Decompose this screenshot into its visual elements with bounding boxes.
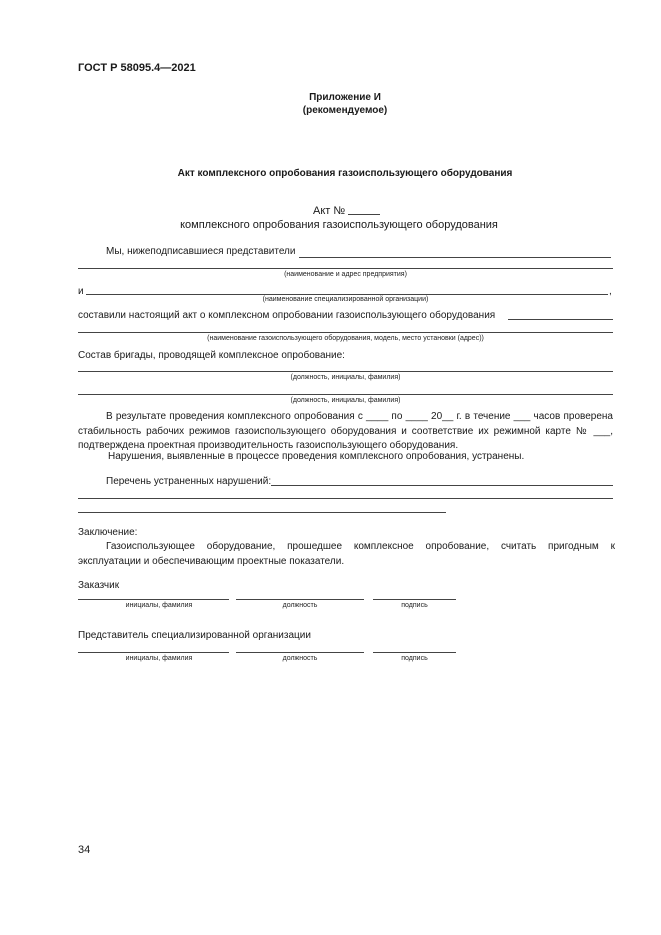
and-label: и <box>78 286 84 297</box>
result-paragraph: В результате проведения комплексного опробования с ____ по ____ 20__ г. в течение ___ часов проверена стабильность рабочих режимов газоиспользующего оборудования и соответствие их режимной карте № ___, подтверждена проектная производительность газоиспользующего оборудования. <box>78 411 613 451</box>
comma: , <box>609 286 612 297</box>
customer-signature-caption: подпись <box>401 602 428 609</box>
customer-names-field <box>78 599 229 600</box>
organization-field <box>86 294 608 295</box>
equipment-field <box>508 319 613 320</box>
specialized-names-field <box>78 652 229 653</box>
team-field-2 <box>78 394 613 395</box>
act-number-field <box>348 214 380 215</box>
violations-field-2 <box>78 498 613 499</box>
equipment-field-cont <box>78 332 613 333</box>
appendix-title: Приложение И <box>309 92 381 103</box>
customer-position-field <box>236 599 364 600</box>
team-caption-2: (должность, инициалы, фамилия) <box>290 397 401 404</box>
act-subtitle: комплексного опробования газоиспользующего оборудования <box>180 219 498 231</box>
specialized-org-label: Представитель специализированной организации <box>78 630 311 641</box>
violations-field-3 <box>78 512 446 513</box>
conclusion-text: Газоиспользующее оборудование, прошедшее комплексное опробование, считать пригодным к эксплуатации и обеспечивающим проектные показатели. <box>78 541 615 567</box>
organization-caption: (наименование специализированной организации) <box>262 296 429 303</box>
conclusion-heading: Заключение: <box>78 527 138 538</box>
violations-field-1 <box>271 485 613 486</box>
team-label: Состав бригады, проводящей комплексное опробование: <box>78 350 345 361</box>
standard-id: ГОСТ Р 58095.4—2021 <box>78 62 196 74</box>
customer-signature-field <box>373 599 456 600</box>
customer-label: Заказчик <box>78 580 120 591</box>
enterprise-caption: (наименование и адрес предприятия) <box>284 271 407 278</box>
equipment-caption: (наименование газоиспользующего оборудования, модель, место установки (адрес)) <box>207 335 484 342</box>
specialized-signature-caption: подпись <box>401 655 428 662</box>
team-caption-1: (должность, инициалы, фамилия) <box>290 374 401 381</box>
specialized-position-caption: должность <box>282 655 318 662</box>
team-field-1 <box>78 371 613 372</box>
main-title: Акт комплексного опробования газоиспользующего оборудования <box>177 168 513 179</box>
customer-names-caption: инициалы, фамилия <box>125 602 193 609</box>
enterprise-field <box>299 257 611 258</box>
representatives-label: Мы, нижеподписавшиеся представители <box>106 246 296 257</box>
enterprise-field-cont <box>78 268 613 269</box>
specialized-names-caption: инициалы, фамилия <box>125 655 193 662</box>
violations-list-label: Перечень устраненных нарушений: <box>106 476 272 487</box>
act-number-label: Акт № <box>313 205 346 217</box>
specialized-signature-field <box>373 652 456 653</box>
appendix-status: (рекомендуемое) <box>302 105 388 116</box>
specialized-position-field <box>236 652 364 653</box>
page-number: 34 <box>78 844 91 856</box>
customer-position-caption: должность <box>282 602 318 609</box>
act-compiled-label: составили настоящий акт о комплексном опробовании газоиспользующего оборудования <box>78 310 496 321</box>
violations-fixed: Нарушения, выявленные в процессе проведения комплексного опробования, устранены. <box>108 451 525 462</box>
